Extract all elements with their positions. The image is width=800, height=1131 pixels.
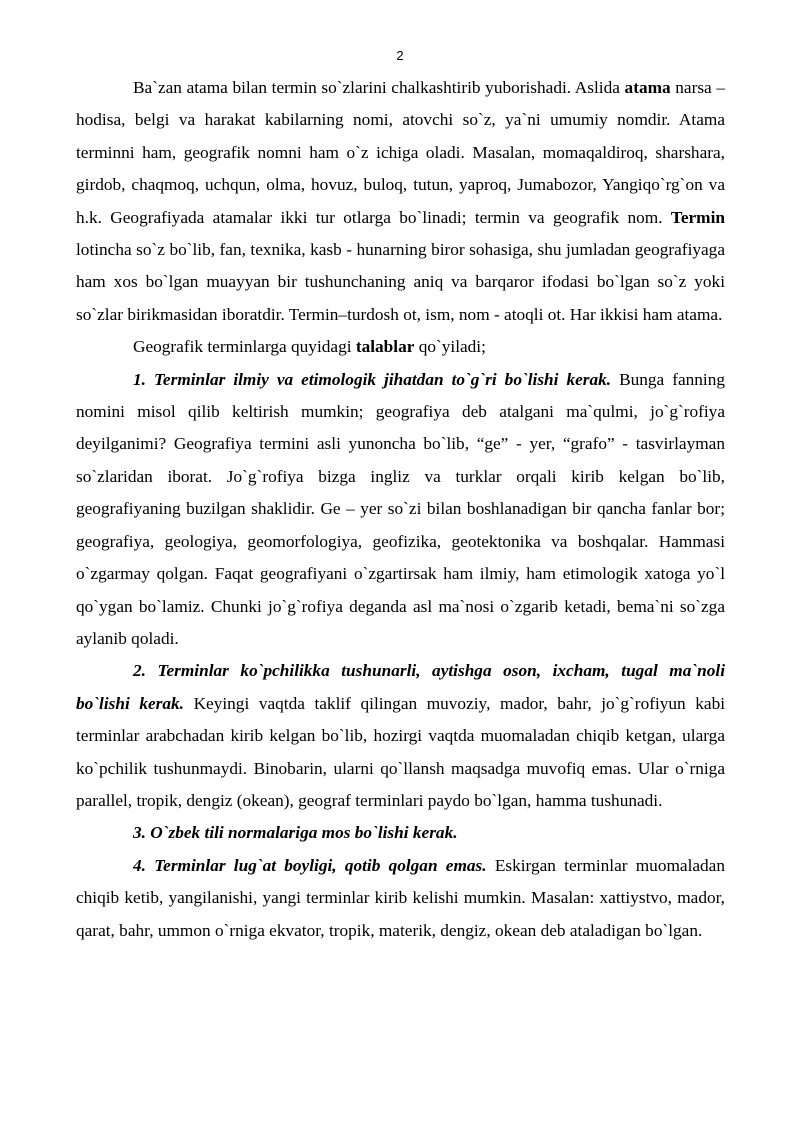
- term-atama: atama: [624, 78, 671, 97]
- paragraph-text: Keyingi vaqtda taklif qilingan muvoziy, mador, bahr, jo`g`rofiyun kabi terminlar arabchadan kirib kelgan bo`lib, hozirgi vaqtda muomaladan chiqib ketgan, ularga ko`pchilik tushunmaydi. Binobarin, ularni qo`llansh maqsadga muvofiq emas. Ular o`rniga parallel, tropik, dengiz (okean), geograf terminlari paydo bo`lgan, hamma tushunadi.: [76, 693, 726, 810]
- requirement-heading: 3. O`zbek tili normalariga mos bo`lishi kerak.: [133, 823, 458, 843]
- paragraph-text: Ba`zan atama bilan termin so`zlarini chalkashtirib yuborishadi. Aslida: [133, 78, 625, 97]
- requirement-heading: 1. Terminlar ilmiy va etimologik jihatdan to`g`ri bo`lishi kerak.: [133, 369, 612, 389]
- paragraph-requirement-3: [76, 817, 725, 849]
- paragraph-text: lotincha so`z bo`lib, fan, texnika, kasb - hunarning biror sohasiga, shu jumladan geografiyaga ham xos bo`lgan muayyan bir tushunchaning aniq va barqaror ifodasi bo`lgan so`z yoki so`zlar birikmasidan iboratdir. Termin–turdosh ot, ism, nom - atoqli ot. Har ikkisi ham atama.: [76, 240, 725, 324]
- term-talablar: talablar: [355, 337, 415, 357]
- paragraph-requirement-4: [76, 850, 725, 947]
- paragraph-text: Bunga fanning nomini misol qilib keltirish mumkin; geografiya deb atalgani ma`qulmi, jo`g`rofiya deyilganimi? Geografiya termini asli yunoncha bo`lib, “ge” - yer, “grafo” - tasvirlayman so`zlaridan iborat. Jo`g`rofiya bizga ingliz va turklar orqali kirib kelgan bo`lib, geografiyaning buzilgan shaklidir. Ge – yer so`zi bilan boshlanadigan bir qancha fanlar bor; geografiya, geologiya, geomorfologiya, geofizika, geotektonika va boshqalar. Hammasi o`zgarmay qolgan. Faqat geografiyani o`zgartirsak ham ilmiy, ham etimologik xatoga yo`l qo`ygan bo`lamiz. Chunki jo`g`rofiya deganda asl ma`nosi o`zgarib ketadi, bema`ni so`zga aylanib qoladi.: [76, 369, 725, 648]
- paragraph-requirements-intro: [76, 331, 725, 363]
- paragraph-requirement-1: [76, 364, 725, 656]
- page-number: 2: [396, 48, 404, 63]
- paragraph-text: narsa – hodisa, belgi va harakat kabilarning nomi, atovchi so`z, ya`ni umumiy nomdir. Atama terminni ham, geografik nomni ham o`z ichiga oladi. Masalan, momaqaldiroq, sharshara, girdob, chaqmoq, uchqun, olma, hovuz, buloq, tutun, yaproq, Jumabozor, Yangiqo`rg`on va h.k. Geografiyada atamalar ikki tur otlarga bo`linadi; termin va geografik nom.: [76, 78, 725, 227]
- paragraph-text: qo`yiladi;: [414, 337, 486, 357]
- requirement-heading: 4. Terminlar lug`at boyligi, qotib qolgan emas.: [133, 855, 487, 875]
- document-body: [76, 72, 725, 947]
- paragraph-requirement-2: [76, 655, 725, 817]
- requirement-heading: 2. Terminlar ko`pchilikka tushunarli, aytishga oson, ixcham, tugal ma`noli bo`lishi kerak.: [76, 661, 725, 713]
- term-termin: Termin: [670, 207, 725, 227]
- paragraph-atama-definition: [76, 72, 725, 331]
- paragraph-text: Geografik terminlarga quyidagi: [133, 337, 356, 357]
- paragraph-text: Eskirgan terminlar muomaladan chiqib ketib, yangilanishi, yangi terminlar kirib kelishi mumkin. Masalan: xattiystvo, mador, qarat, bahr, ummon o`rniga ekvator, tropik, materik, dengiz, okean deb ataladigan bo`lgan.: [76, 855, 725, 940]
